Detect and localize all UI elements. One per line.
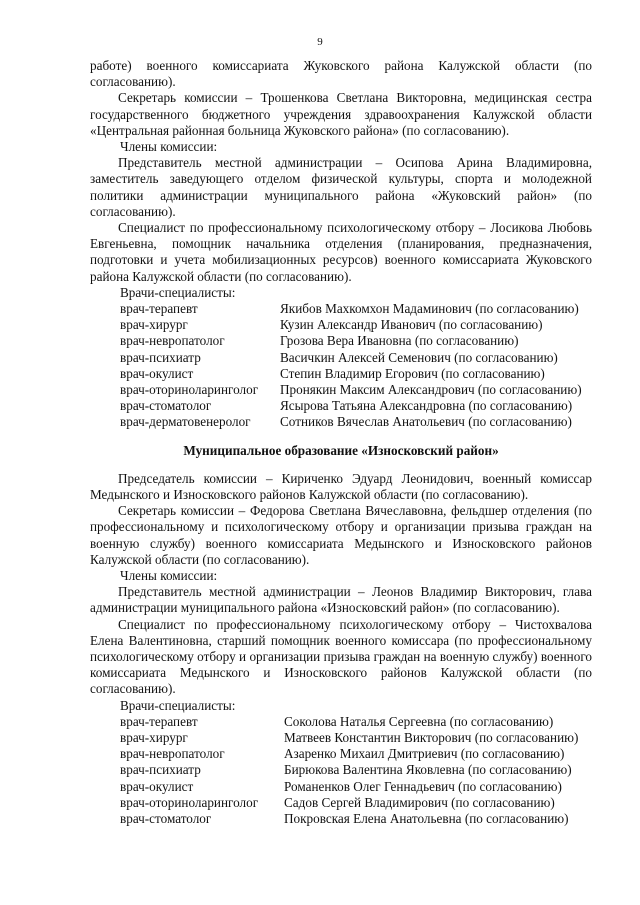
doctor-role: врач-невропатолог [120,746,225,762]
doctor-row [120,714,592,730]
doctor-role: врач-психиатр [120,349,201,365]
paragraph-secretary-iznoskovsky: Секретарь комиссии – Федорова Светлана Вячеславовна, фельдшер отделения (по профессиональному и психологическому отбору и организации призыва граждан на военную службу) военного комиссариата Медынского и Износковского районов Калужской области (по согласованию). [90,503,592,567]
doctor-name: Покровская Елена Анатольевна (по согласованию) [284,810,569,826]
section-heading-iznoskovsky: Муниципальное образование «Износковский район» [183,442,499,458]
doctor-role: врач-невропатолог [120,333,225,349]
doctors-label-zhukovsky: Врачи-специалисты: [120,284,236,300]
doctor-row [120,746,592,762]
doctor-role: врач-оториноларинголог [120,794,259,810]
doctor-name: Садов Сергей Владимирович (по согласованию) [284,794,555,810]
doctor-row [120,811,592,827]
doctor-row [120,333,592,349]
doctor-name: Пронякин Максим Александрович (по согласованию) [280,381,582,397]
doctor-row [120,414,592,430]
doctor-role: врач-стоматолог [120,398,212,414]
doctor-role: врач-дерматовенеролог [120,414,251,430]
document-body [90,58,592,827]
paragraph-psych-iznoskovsky: Специалист по профессиональному психологическому отбору – Чистохвалова Елена Валентиновна, старший помощник военного комиссара (по профессиональному психологическому отбору и организации призыва граждан на военную службу) военного комиссариата Медынского и Износковского районов Калужской области (по согласованию). [90,616,592,697]
doctors-label-iznoskovsky: Врачи-специалисты: [120,697,236,713]
members-label-iznoskovsky: Члены комиссии: [120,567,218,583]
paragraph-chair-iznoskovsky: Председатель комиссии – Кириченко Эдуард Леонидович, военный комиссар Медынского и Износковского районов Калужской области (по согласованию). [90,470,592,502]
paragraph-admin-zhukovsky: Представитель местной администрации – Осипова Арина Владимировна, заместитель заведующего отделом физической культуры, спорта и молодежной политики администрации муниципального района «Жуковский район» (по согласованию). [90,155,592,219]
doctor-row [120,730,592,746]
doctors-list-zhukovsky [90,301,592,431]
doctor-name: Соколова Наталья Сергеевна (по согласованию) [284,713,554,729]
doctor-row [120,795,592,811]
doctor-row [120,317,592,333]
doctor-role: врач-психиатр [120,762,201,778]
doctor-name: Сотников Вячеслав Анатольевич (по согласованию) [280,414,572,430]
doctor-name: Васичкин Алексей Семенович (по согласованию) [280,349,558,365]
paragraph-admin-iznoskovsky: Представитель местной администрации – Леонов Владимир Викторович, глава администрации муниципального района «Износковский район» (по согласованию). [90,584,592,616]
doctor-row [120,301,592,317]
doctor-row [120,366,592,382]
doctor-row [120,382,592,398]
doctor-name: Романенков Олег Геннадьевич (по согласованию) [284,778,562,794]
doctor-role: врач-терапевт [120,301,198,317]
doctor-name: Бирюкова Валентина Яковлевна (по согласованию) [284,762,572,778]
doctor-name: Якибов Махкомхон Мадаминович (по согласованию) [280,301,579,317]
members-label-zhukovsky: Члены комиссии: [120,139,218,155]
doctor-row [120,350,592,366]
doctor-name: Степин Владимир Егорович (по согласованию) [280,365,545,381]
doctor-role: врач-терапевт [120,713,198,729]
doctor-role: врач-окулист [120,778,194,794]
doctor-role: врач-хирург [120,317,188,333]
page-number: 9 [317,36,323,48]
paragraph-psych-zhukovsky: Специалист по профессиональному психологическому отбору – Лосикова Любовь Евгеньевна, помощник начальника отделения (планирования, предназначения, подготовки и учета мобилизационных ресурсов) военного комиссариата Жуковского района Калужской области (по согласованию). [90,220,592,284]
doctor-row [120,762,592,778]
paragraph-secretary-zhukovsky: Секретарь комиссии – Трошенкова Светлана Викторовна, медицинская сестра государственного бюджетного учреждения здравоохранения Калужской области «Центральная районная больница Жуковского района» (по согласованию). [90,90,592,138]
doctor-role: врач-окулист [120,365,194,381]
doctor-name: Кузин Александр Иванович (по согласованию) [280,317,543,333]
doctors-list-iznoskovsky [90,714,592,827]
doctor-role: врач-стоматолог [120,810,212,826]
doctor-name: Азаренко Михаил Дмитриевич (по согласованию) [284,746,565,762]
doctor-name: Ясырова Татьяна Александровна (по согласованию) [280,398,573,414]
doctor-name: Матвеев Константин Викторович (по согласованию) [284,729,579,745]
doctor-row [120,398,592,414]
doctor-name: Грозова Вера Ивановна (по согласованию) [280,333,519,349]
paragraph-intro: работе) военного комиссариата Жуковского района Калужской области (по согласованию). [90,58,592,90]
doctor-role: врач-хирург [120,729,188,745]
doctor-role: врач-оториноларинголог [120,381,259,397]
doctor-row [120,779,592,795]
